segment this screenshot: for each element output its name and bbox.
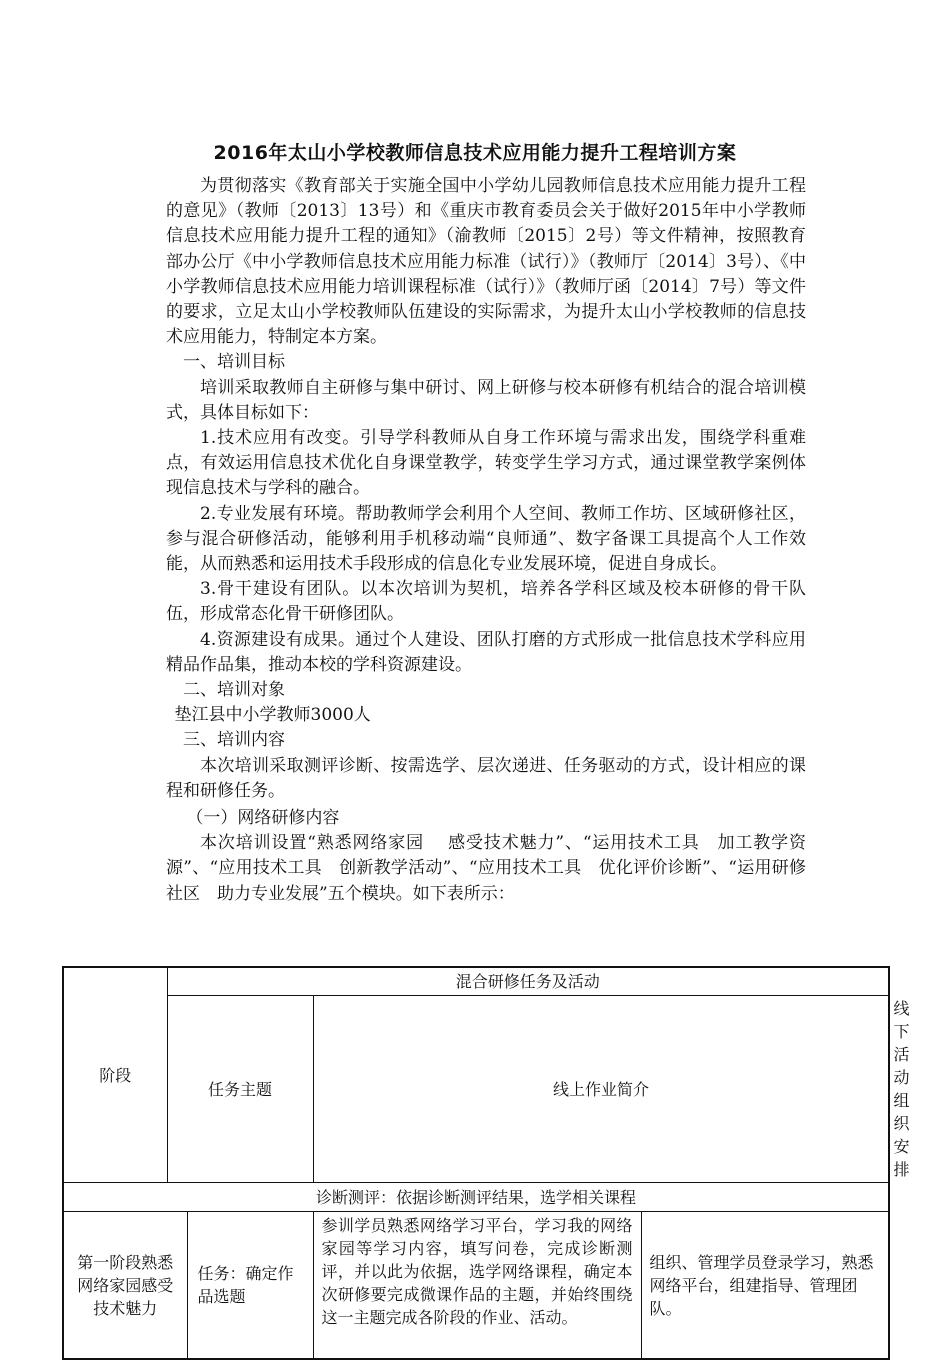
- goal-item: 1.技术应用有改变。引导学科教师从自身工作环境与需求出发，围绕学科重难点，有效运用信息技术优化自身课堂教学，转变学生学习方式，通过课堂教学案例体现信息技术与学科的融合。: [166, 428, 806, 499]
- training-plan-table: 阶段 混合研修任务及活动 任务主题 线上作业简介 线下活动组织安排 诊断测评：依据诊断测评结果，选学相关课程 第一阶段熟悉网络家园感受技术魅力 任务：确定作品选题 参训学员熟悉网络学习平台，学习我的网络家园等学习内容，填写问卷，完成诊断测评，并以此为依据，选学网络课程，确定本次研修要完成微课作品的主题，并始终围绕这一主题完成各阶段的作业、活动。 组织、管理学员登录学习，熟悉网络平台，组建指导、管理团队。: [62, 966, 890, 1360]
- section-heading-goals: 一、培训目标: [183, 352, 285, 373]
- intro-paragraph: 为贯彻落实《教育部关于实施全国中小学幼儿园教师信息技术应用能力提升工程的意见》（教师〔2013〕13号）和《重庆市教育委员会关于做好2015年中小学教师信息技术应用能力提升工程的通知》（渝教师〔2015〕2号）等文件精神，按照教育部办公厅《中小学教师信息技术应用能力标准（试行）》（教师厅〔2014〕3号）、《中小学教师信息技术应用能力培训课程标准（试行）》（教师厅函〔2014〕7号）等文件的要求，立足太山小学校教师队伍建设的实际需求，为提升太山小学校教师的信息技术应用能力，特制定本方案。: [166, 176, 806, 348]
- stage-header-cell: 阶段: [63, 967, 167, 1183]
- page-title: 2016年太山小学校教师信息技术应用能力提升工程培训方案: [213, 142, 737, 164]
- goal-item: 4.资源建设有成果。通过个人建设、团队打磨的方式形成一批信息技术学科应用精品作品集，推动本校的学科资源建设。: [166, 629, 806, 675]
- goal-item: 2.专业发展有环境。帮助教师学会利用个人空间、教师工作坊、区域研修社区，参与混合研修活动，能够利用手机移动端“良师通”、数字备课工具提高个人工作效能，从而熟悉和运用技术手段形成的信息化专业发展环境，促进自身成长。: [166, 503, 806, 575]
- theme-cell: 任务：确定作品选题: [187, 1212, 313, 1360]
- offline-cell: 组织、管理学员登录学习，熟悉网络平台，组建指导、管理团队。: [641, 1212, 889, 1360]
- content-lead-paragraph: 本次培训采取测评诊断、按需选学、层次递进、任务驱动的方式，设计相应的课程和研修任务。: [166, 755, 806, 801]
- group-header-cell: 混合研修任务及活动: [167, 967, 889, 996]
- document-body: [166, 174, 806, 907]
- goal-item: 3.骨干建设有团队。以本次培训为契机，培养各学科区域及校本研修的骨干队伍，形成常态化骨干研修团队。: [166, 579, 806, 625]
- online-cell: 参训学员熟悉网络学习平台，学习我的网络家园等学习内容，填写问卷，完成诊断测评，并以此为依据，选学网络课程，确定本次研修要完成微课作品的主题，并始终围绕这一主题完成各阶段的作业、活动。: [313, 1212, 641, 1360]
- section-heading-target: 二、培训对象: [183, 680, 285, 701]
- goals-lead-paragraph: 培训采取教师自主研修与集中研讨、网上研修与校本研修有机结合的混合培训模式，具体目标如下：: [166, 377, 806, 423]
- theme-header-cell: 任务主题: [167, 996, 313, 1183]
- online-header-cell: 线上作业简介: [313, 996, 889, 1183]
- diagnosis-row-cell: 诊断测评：依据诊断测评结果，选学相关课程: [63, 1183, 889, 1212]
- modules-paragraph: 本次培训设置“熟悉网络家园 感受技术魅力”、“运用技术工具 加工教学资源”、“应用技术工具 创新教学活动”、“应用技术工具 优化评价诊断”、“运用研修社区 助力专业发展”五个模块。如下表所示：: [166, 833, 806, 904]
- section-heading-content: 三、培训内容: [183, 730, 285, 751]
- target-paragraph: 垫江县中小学教师3000人: [174, 705, 371, 726]
- subsection-heading-online: （一）网络研修内容: [186, 808, 340, 829]
- stage-cell: 第一阶段熟悉网络家园感受技术魅力: [63, 1212, 187, 1360]
